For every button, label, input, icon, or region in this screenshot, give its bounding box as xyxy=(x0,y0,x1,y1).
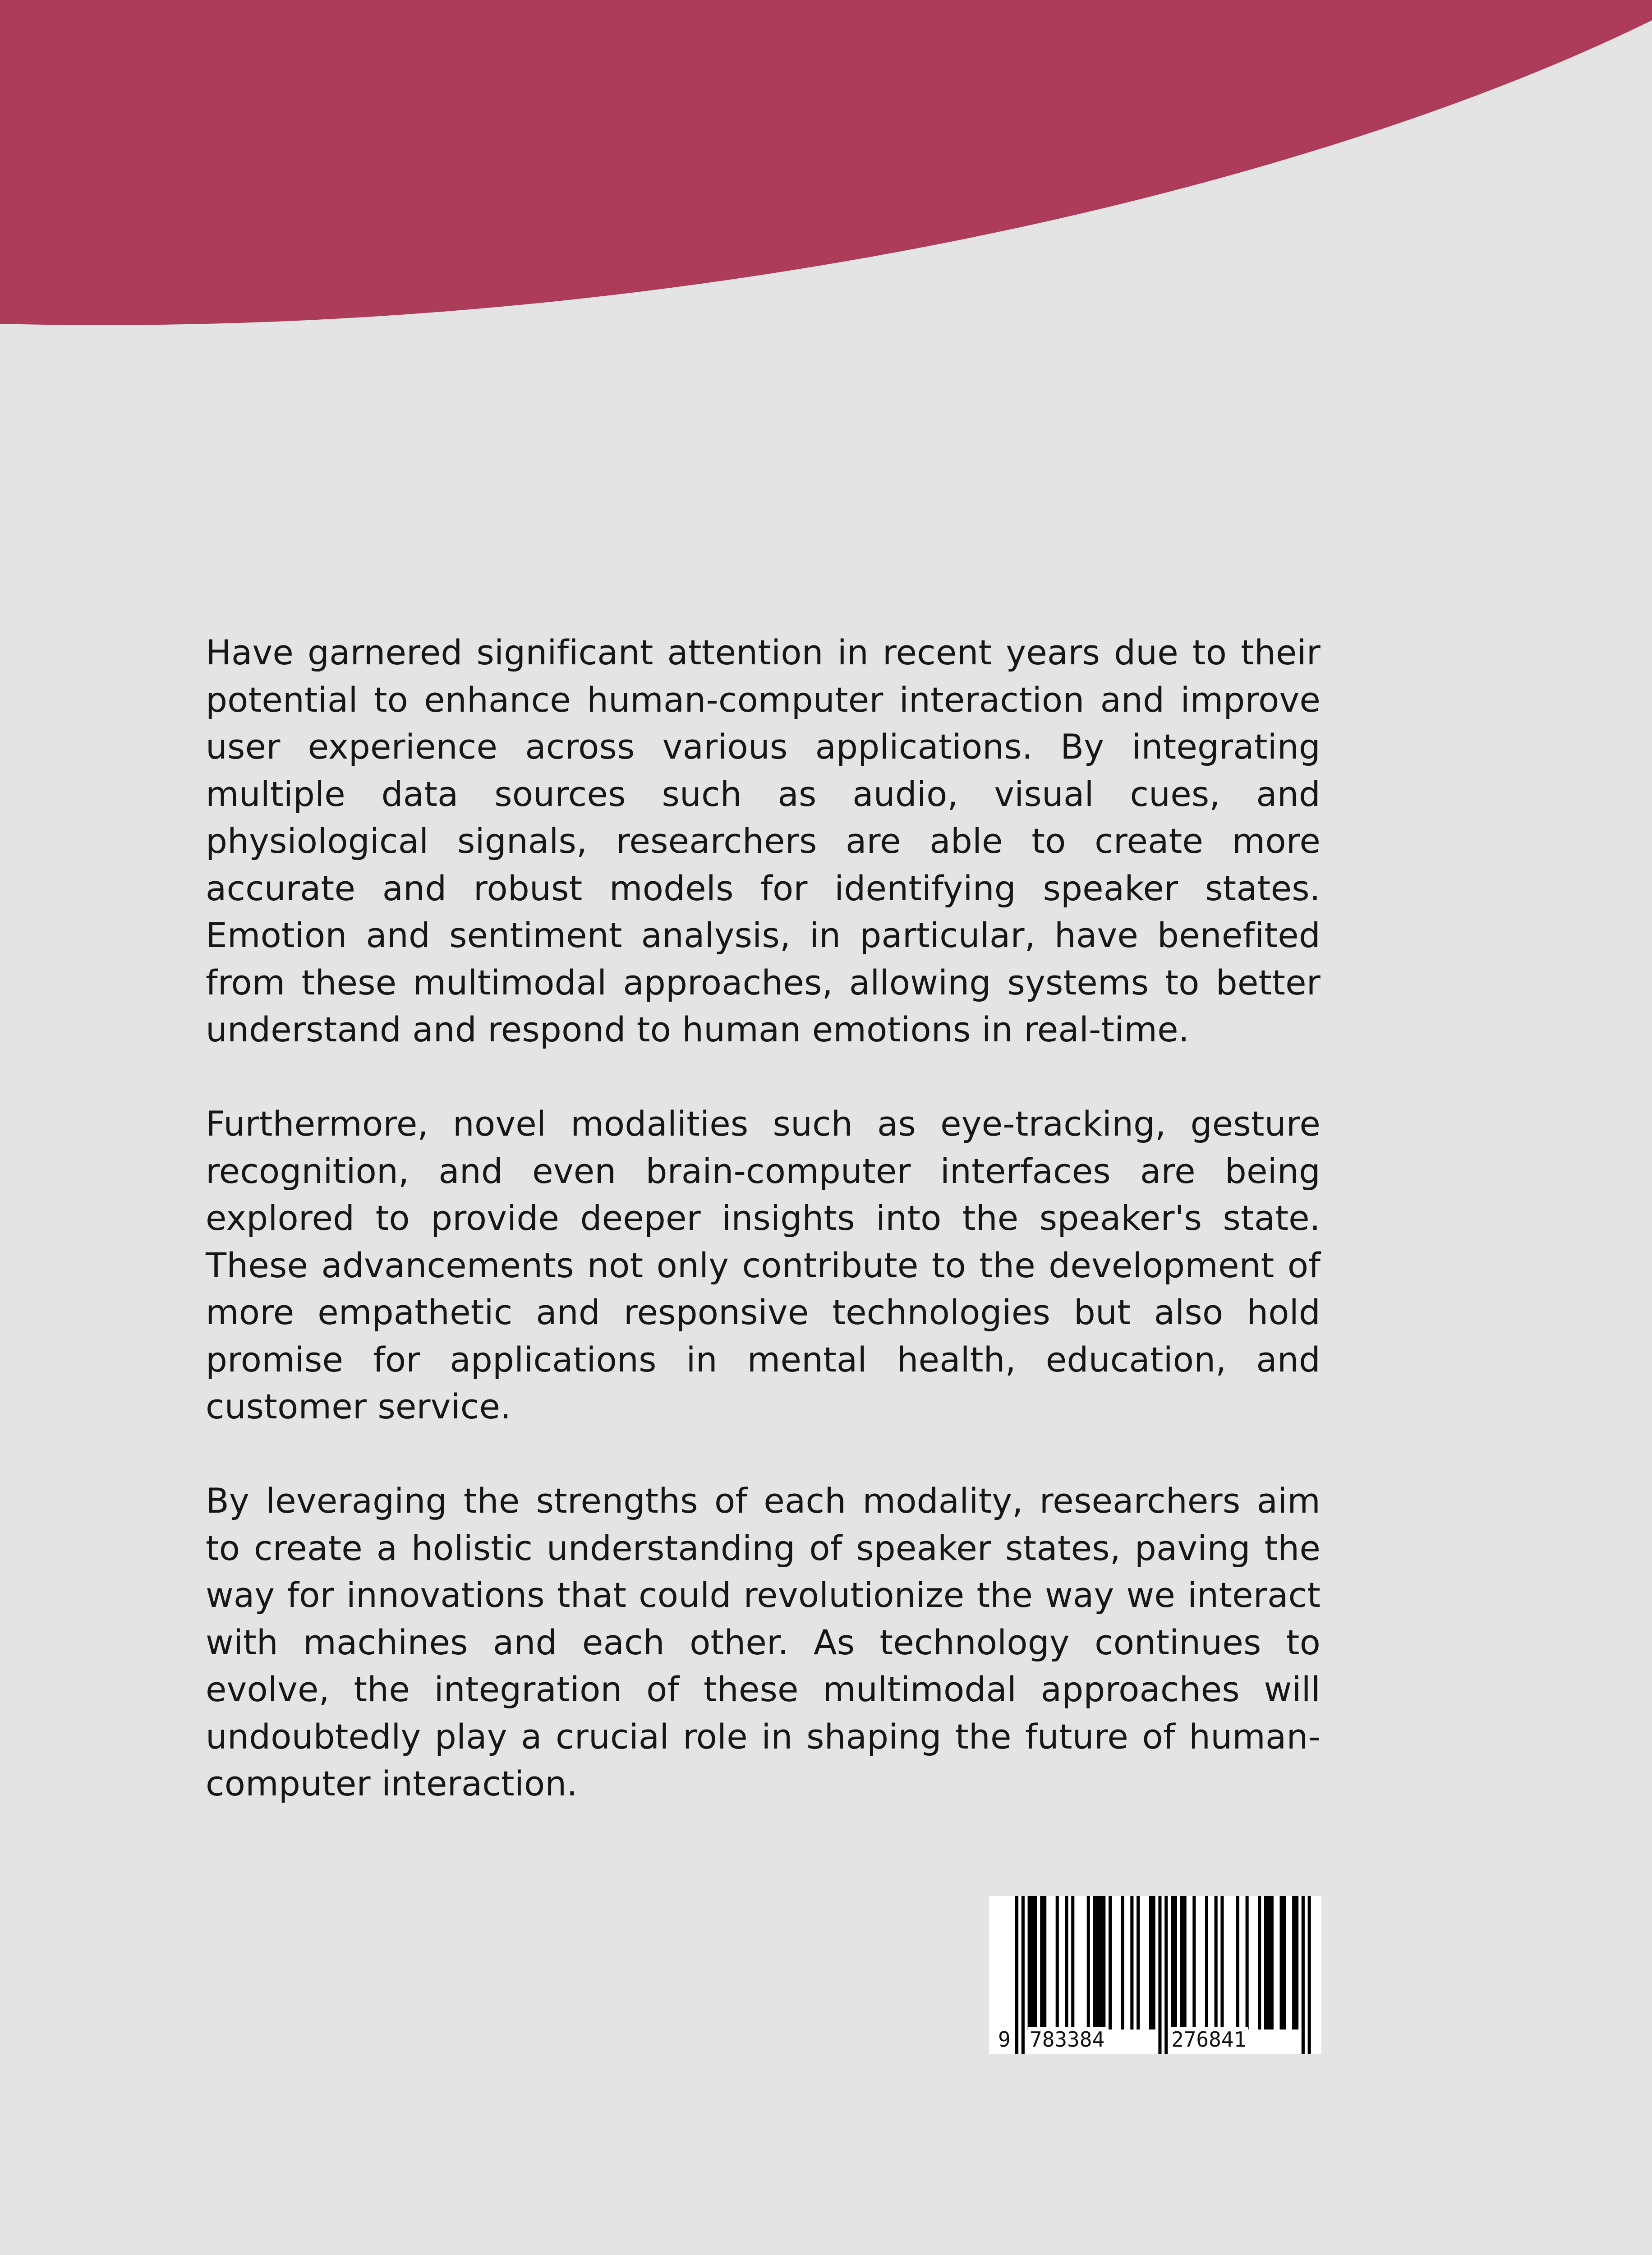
barcode-bar xyxy=(1099,1896,1102,2030)
barcode-bar xyxy=(1270,1896,1274,2030)
barcode-bar xyxy=(1065,1896,1068,2030)
barcode-bar xyxy=(1183,1896,1187,2030)
barcode-bar xyxy=(1109,1896,1112,2030)
barcode-bar xyxy=(1264,1896,1267,2030)
barcode-bar xyxy=(1130,1896,1133,2030)
barcode-bar xyxy=(1121,1896,1124,2030)
barcode-bar xyxy=(1056,1896,1059,2030)
top-swoosh-decoration xyxy=(0,0,1652,334)
barcode-bar xyxy=(1028,1896,1031,2030)
barcode-bar xyxy=(1152,1896,1155,2030)
barcode-bar xyxy=(1236,1896,1239,2030)
barcode-bar xyxy=(1267,1896,1270,2030)
back-cover-blurb xyxy=(206,629,1321,1808)
blurb-paragraph-1: Have garnered significant attention in recent years due to their potential to enhance human-computer interaction and improve user experience across various applications. By integrating multiple data sources such as audio, visual cues, and physiological signals, researchers are able to create more accurate and robust models for identifying speaker states. Emotion and sentiment analysis, in particular, have benefited from these multimodal approaches, allowing systems to better understand and respond to human emotions in real-time. xyxy=(206,633,1321,1049)
barcode-bar xyxy=(1040,1896,1043,2030)
barcode-bar xyxy=(1246,1896,1249,2030)
barcode-bar xyxy=(1171,1896,1174,2030)
barcode-bar xyxy=(1215,1896,1218,2030)
barcode-bar xyxy=(1280,1896,1283,2030)
isbn-barcode xyxy=(989,1896,1321,2054)
barcode-digits xyxy=(989,2027,1321,2052)
barcode-bar xyxy=(1192,1896,1196,2030)
barcode-bar xyxy=(1180,1896,1183,2030)
barcode-bar xyxy=(1031,1896,1034,2030)
barcode-bar xyxy=(1295,1896,1298,2030)
barcode-bar xyxy=(1087,1896,1090,2030)
barcode-bar xyxy=(1220,1896,1224,2030)
barcode-bar xyxy=(1102,1896,1105,2030)
barcode-bar xyxy=(1071,1896,1074,2030)
barcode-bar xyxy=(1043,1896,1046,2030)
barcode-bar xyxy=(1137,1896,1140,2030)
blurb-paragraph-2: Furthermore, novel modalities such as eye-tracking, gesture recognition, and even brain-computer interfaces are being explored to provide deeper insights into the speaker's state. These advancements not only contribute to the development of more empathetic and responsive technologies but also hold promise for applications in mental health, education, and customer service. xyxy=(206,1104,1321,1427)
barcode-bar xyxy=(1034,1896,1037,2030)
barcode-bar xyxy=(1258,1896,1261,2030)
barcode-bar xyxy=(1096,1896,1099,2030)
barcode-bar xyxy=(1093,1896,1096,2030)
barcode-first-digit: 9 xyxy=(996,2027,1012,2052)
barcode-right-group: 276841 xyxy=(1169,2027,1248,2052)
blurb-paragraph-3: By leveraging the strengths of each modality, researchers aim to create a holistic understanding of speaker states, paving the way for innovations that could revolutionize the way we interact with machines and each other. As technology continues to evolve, the integration of these multimodal approaches will undoubtedly play a crucial role in shaping the future of human-computer interaction. xyxy=(206,1481,1321,1804)
barcode-bar xyxy=(1149,1896,1152,2030)
barcode-bar xyxy=(1205,1896,1208,2030)
barcode-bar xyxy=(1174,1896,1177,2030)
barcode-left-group: 783384 xyxy=(1028,2027,1106,2052)
barcode-bar xyxy=(1292,1896,1295,2030)
barcode-bar xyxy=(1283,1896,1286,2030)
